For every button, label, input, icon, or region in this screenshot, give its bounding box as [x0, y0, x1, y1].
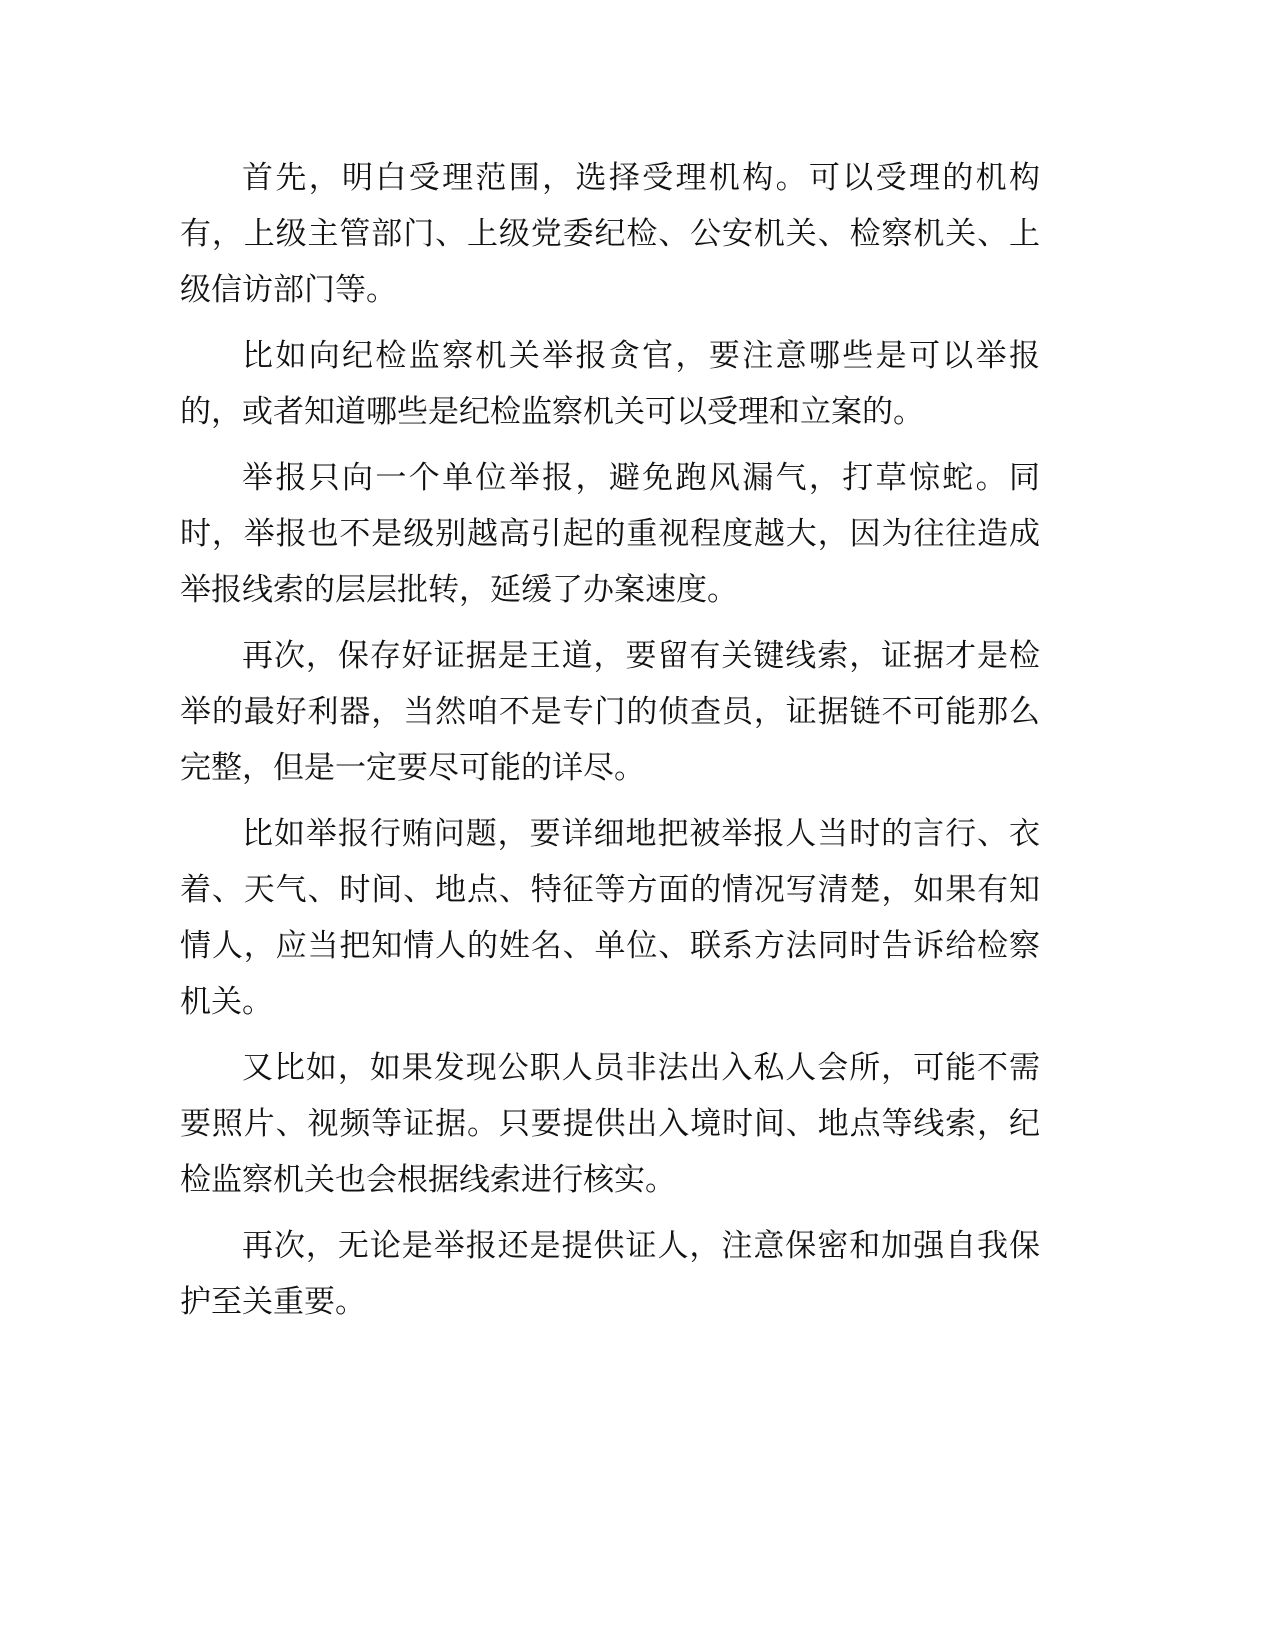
- paragraph-5: 比如举报行贿问题，要详细地把被举报人当时的言行、衣着、天气、时间、地点、特征等方面的情况写清楚，如果有知情人，应当把知情人的姓名、单位、联系方法同时告诉给检察机关。: [180, 816, 1040, 1020]
- document-body: [180, 150, 1040, 1340]
- paragraph-3: 举报只向一个单位举报，避免跑风漏气，打草惊蛇。同时，举报也不是级别越高引起的重视程度越大，因为往往造成举报线索的层层批转，延缓了办案速度。: [180, 460, 1040, 608]
- paragraph-2: 比如向纪检监察机关举报贪官，要注意哪些是可以举报的，或者知道哪些是纪检监察机关可以受理和立案的。: [180, 338, 1040, 430]
- paragraph-6: 又比如，如果发现公职人员非法出入私人会所，可能不需要照片、视频等证据。只要提供出入境时间、地点等线索，纪检监察机关也会根据线索进行核实。: [180, 1050, 1040, 1198]
- paragraph-4: 再次，保存好证据是王道，要留有关键线索，证据才是检举的最好利器，当然咱不是专门的侦查员，证据链不可能那么完整，但是一定要尽可能的详尽。: [180, 638, 1040, 786]
- paragraph-1: 首先，明白受理范围，选择受理机构。可以受理的机构有，上级主管部门、上级党委纪检、公安机关、检察机关、上级信访部门等。: [180, 160, 1040, 308]
- paragraph-7: 再次，无论是举报还是提供证人，注意保密和加强自我保护至关重要。: [180, 1228, 1040, 1320]
